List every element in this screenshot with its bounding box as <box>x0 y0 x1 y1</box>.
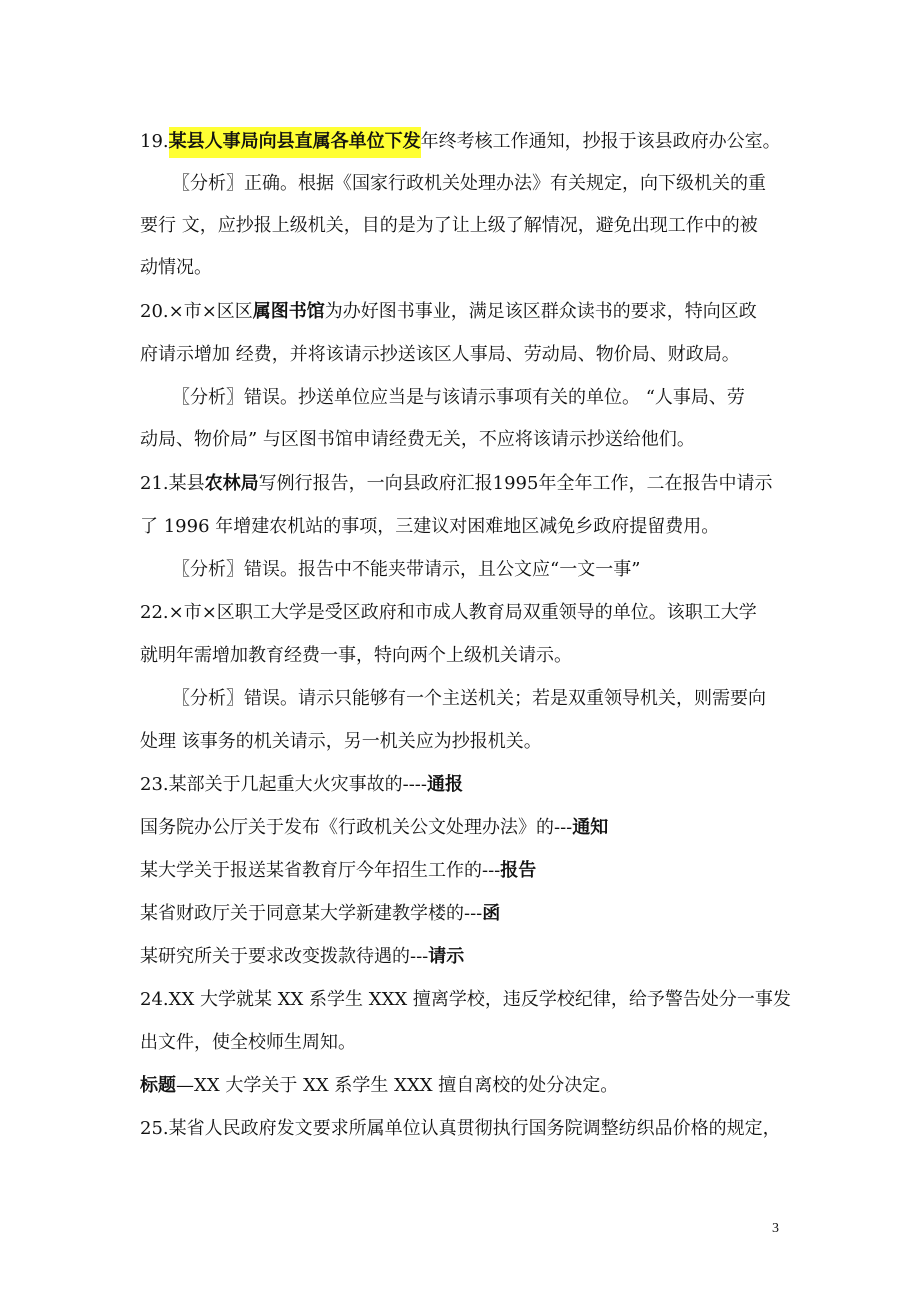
paragraph-line <box>140 902 790 926</box>
bold-text: 属图书馆 <box>252 301 325 322</box>
bold-text: 函 <box>482 903 501 924</box>
text-run: 21.某县 <box>140 473 205 494</box>
paragraph-line: 22.×市×区职工大学是受区政府和市成人教育局双重领导的单位。该职工大学 <box>140 602 757 623</box>
highlighted-text: 某县人事局向县直属各单位下发 <box>169 127 421 158</box>
paragraph-line <box>140 472 790 496</box>
paragraph-line: 动情况。 <box>140 257 212 278</box>
paragraph-line: 动局、物价局” 与区图书馆申请经费无关，不应将该请示抄送给他们。 <box>140 429 695 450</box>
bold-text: 通知 <box>572 817 609 838</box>
text-run: 20.×市×区区 <box>140 301 253 322</box>
paragraph-line <box>140 859 790 883</box>
paragraph-line: 就明年需增加教育经费一事，特向两个上级机关请示。 <box>140 645 572 666</box>
text-run: 23.某部关于几起重大火灾事故的---- <box>140 774 427 795</box>
paragraph-line <box>140 945 790 969</box>
paragraph-line <box>140 773 790 797</box>
text-run: 年终考核工作通知，抄报于该县政府办公室。 <box>420 131 781 152</box>
paragraph-line: 25.某省人民政府发文要求所属单位认真贯彻执行国务院调整纺织品价格的规定， <box>140 1118 781 1139</box>
text-run: 某省财政厅关于同意某大学新建教学楼的--- <box>140 903 483 924</box>
paragraph-line <box>140 130 790 154</box>
paragraph-line: 了 1996 年增建农机站的事项，三建议对困难地区减免乡政府提留费用。 <box>140 516 720 537</box>
paragraph-line <box>140 1074 790 1098</box>
page-number: 3 <box>772 1221 779 1236</box>
analysis-line: 〖分析〗错误。抄送单位应当是与该请示事项有关的单位。 “人事局、劳 <box>172 387 745 408</box>
paragraph-line: 24.XX 大学就某 XX 系学生 XXX 擅离学校，违反学校纪律，给予警告处分一事发 <box>140 989 791 1010</box>
bold-text: 报告 <box>500 860 537 881</box>
text-run: —XX 大学关于 XX 系学生 XXX 擅自离校的处分决定。 <box>176 1075 619 1096</box>
paragraph-line: 处理 该事务的机关请示，另一机关应为抄报机关。 <box>140 731 542 752</box>
text-run: 某研究所关于要求改变拨款待遇的--- <box>140 946 429 967</box>
analysis-line: 〖分析〗错误。请示只能够有一个主送机关；若是双重领导机关，则需要向 <box>172 688 766 709</box>
text-run: 某大学关于报送某省教育厅今年招生工作的--- <box>140 860 501 881</box>
paragraph-line: 府请示增加 经费，并将该请示抄送该区人事局、劳动局、物价局、财政局。 <box>140 344 740 365</box>
paragraph-line <box>140 816 790 840</box>
bold-text: 请示 <box>428 946 465 967</box>
paragraph-line: 出文件，使全校师生周知。 <box>140 1032 356 1053</box>
analysis-line: 〖分析〗错误。报告中不能夹带请示，且公文应“一文一事” <box>172 559 641 580</box>
bold-text: 标题 <box>140 1075 176 1096</box>
paragraph-line <box>140 300 790 324</box>
text-run: 为办好图书事业，满足该区群众读书的要求，特向区政 <box>324 301 757 322</box>
paragraph-line: 要行 文，应抄报上级机关，目的是为了让上级了解情况，避免出现工作中的被 <box>140 215 758 236</box>
analysis-line: 〖分析〗正确。根据《国家行政机关处理办法》有关规定，向下级机关的重 <box>172 173 766 194</box>
bold-text: 通报 <box>426 774 463 795</box>
text-run: 国务院办公厅关于发布《行政机关公文处理办法》的--- <box>140 817 573 838</box>
text-run: 写例行报告，一向县政府汇报1995年全年工作，二在报告中请示 <box>258 473 773 494</box>
text-run: 19. <box>140 131 169 152</box>
bold-text: 农林局 <box>204 473 259 494</box>
